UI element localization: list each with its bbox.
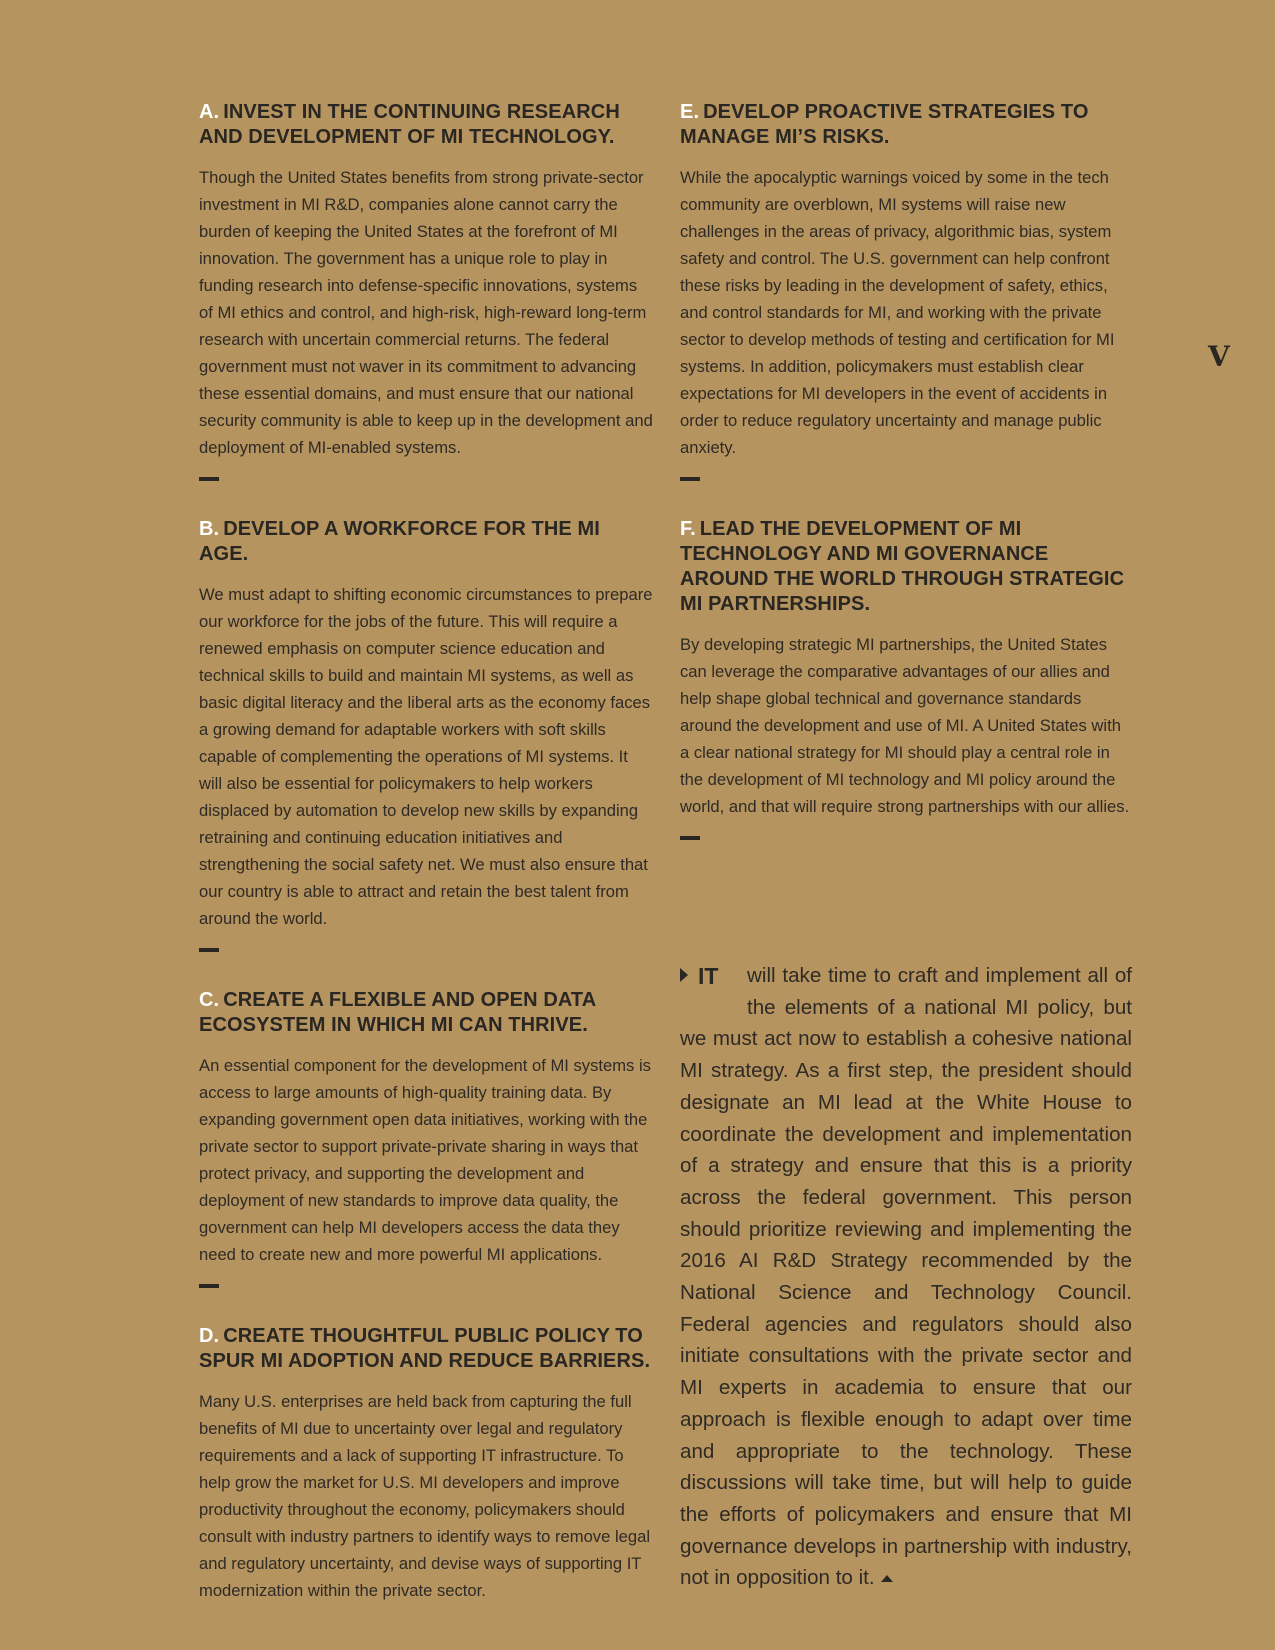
page-marker: V: [1208, 340, 1230, 373]
section-letter: C.: [199, 989, 220, 1011]
section-title: [199, 517, 654, 567]
section-divider: [680, 836, 700, 840]
section-heading: LEAD THE DEVELOPMENT OF MI TECHNOLOGY AND MI GOVERNANCE AROUND THE WORLD THROUGH STRATEGIC MI PARTNERSHIPS.: [680, 518, 1125, 615]
section-b: [199, 517, 654, 952]
section-letter: F.: [680, 518, 696, 540]
section-heading: DEVELOP PROACTIVE STRATEGIES TO MANAGE MI’S RISKS.: [680, 101, 1089, 148]
section-divider: [199, 948, 219, 952]
triangle-right-icon: [680, 968, 688, 982]
section-letter: A.: [199, 101, 220, 123]
section-letter: E.: [680, 101, 700, 123]
left-column: [199, 100, 654, 1604]
closing-paragraph: [680, 960, 1132, 1594]
section-title: [199, 1324, 654, 1374]
section-title: [199, 988, 654, 1038]
dropcap: IT: [698, 963, 719, 989]
section-letter: D.: [199, 1325, 220, 1347]
section-letter: B.: [199, 518, 220, 540]
section-divider: [680, 477, 700, 481]
section-title: [199, 100, 654, 150]
section-c: [199, 988, 654, 1288]
section-body: By developing strategic MI partnerships, the United States can leverage the comparative advantages of our allies and help shape global technical and governance standards around the development and use of MI. A United States with a clear national strategy for MI should play a central role in the development of MI technology and MI policy around the world, and that will require strong partnerships with our allies.: [680, 635, 1130, 816]
triangle-up-icon: [881, 1575, 893, 1582]
section-a: [199, 100, 654, 481]
section-body: We must adapt to shifting economic circumstances to prepare our workforce for the jobs of the future. This will require a renewed emphasis on computer science education and technical skills to build and maintain MI systems, as well as basic digital literacy and the liberal arts as the economy faces a growing demand for adaptable workers with soft skills capable of complementing the operations of MI systems. It will also be essential for policymakers to help workers displaced by automation to develop new skills by expanding retraining and continuing education initiatives and strengthening the social safety net. We must also ensure that our country is able to attract and retain the best talent from around the world.: [199, 585, 653, 928]
closing-text: will take time to craft and implement all of the elements of a national MI policy, but we must act now to establish a cohesive national MI strategy. As a first step, the president should designate an MI lead at the White House to coordinate the development and implementation of a strategy and ensure that this is a priority across the federal government. This person should prioritize reviewing and implementing the 2016 AI R&D Strategy recommended by the National Science and Technology Council. Federal agencies and regulators should also initiate consultations with the private sector and MI experts in academia to ensure that our approach is flexible enough to adapt over time and appropriate to the technology. These discussions will take time, but will help to guide the efforts of policymakers and ensure that MI governance develops in partnership with industry, not in opposition to it.: [680, 964, 1132, 1590]
section-heading: DEVELOP A WORKFORCE FOR THE MI AGE.: [199, 518, 600, 565]
dropcap-block: [680, 962, 747, 1018]
section-body: An essential component for the development of MI systems is access to large amounts of high-quality training data. By expanding government open data initiatives, working with the private sector to support private-private sharing in ways that protect privacy, and supporting the development and deployment of new standards to improve data quality, the government can help MI developers access the data they need to create new and more powerful MI applications.: [199, 1056, 651, 1264]
section-e: [680, 100, 1132, 481]
section-title: [680, 517, 1132, 617]
section-heading: CREATE A FLEXIBLE AND OPEN DATA ECOSYSTEM IN WHICH MI CAN THRIVE.: [199, 989, 596, 1036]
section-body: Many U.S. enterprises are held back from capturing the full benefits of MI due to uncertainty over legal and regulatory requirements and a lack of supporting IT infrastructure. To help grow the market for U.S. MI developers and improve productivity throughout the economy, policymakers should consult with industry partners to identify ways to remove legal and regulatory uncertainty, and devise ways of supporting IT modernization within the private sector.: [199, 1392, 651, 1600]
section-divider: [199, 1284, 219, 1288]
section-title: [680, 100, 1132, 150]
section-divider: [199, 477, 219, 481]
section-f: [680, 517, 1132, 840]
section-body: While the apocalyptic warnings voiced by some in the tech community are overblown, MI systems will raise new challenges in the areas of privacy, algorithmic bias, system safety and control. The U.S. government can help confront these risks by leading in the development of safety, ethics, and control standards for MI, and working with the private sector to develop methods of testing and certification for MI systems. In addition, policymakers must establish clear expectations for MI developers in the event of accidents in order to reduce regulatory uncertainty and manage public anxiety.: [680, 168, 1115, 457]
right-column: [680, 100, 1132, 876]
section-heading: INVEST IN THE CONTINUING RESEARCH AND DEVELOPMENT OF MI TECHNOLOGY.: [199, 101, 620, 148]
section-d: [199, 1324, 654, 1604]
section-body: Though the United States benefits from strong private-sector investment in MI R&D, companies alone cannot carry the burden of keeping the United States at the forefront of MI innovation. The government has a unique role to play in funding research into defense-specific innovations, systems of MI ethics and control, and high-risk, high-reward long-term research with uncertain commercial returns. The federal government must not waver in its commitment to advancing these essential domains, and must ensure that our national security community is able to keep up in the development and deployment of MI-enabled systems.: [199, 168, 653, 457]
section-heading: CREATE THOUGHTFUL PUBLIC POLICY TO SPUR MI ADOPTION AND REDUCE BARRIERS.: [199, 1325, 651, 1372]
